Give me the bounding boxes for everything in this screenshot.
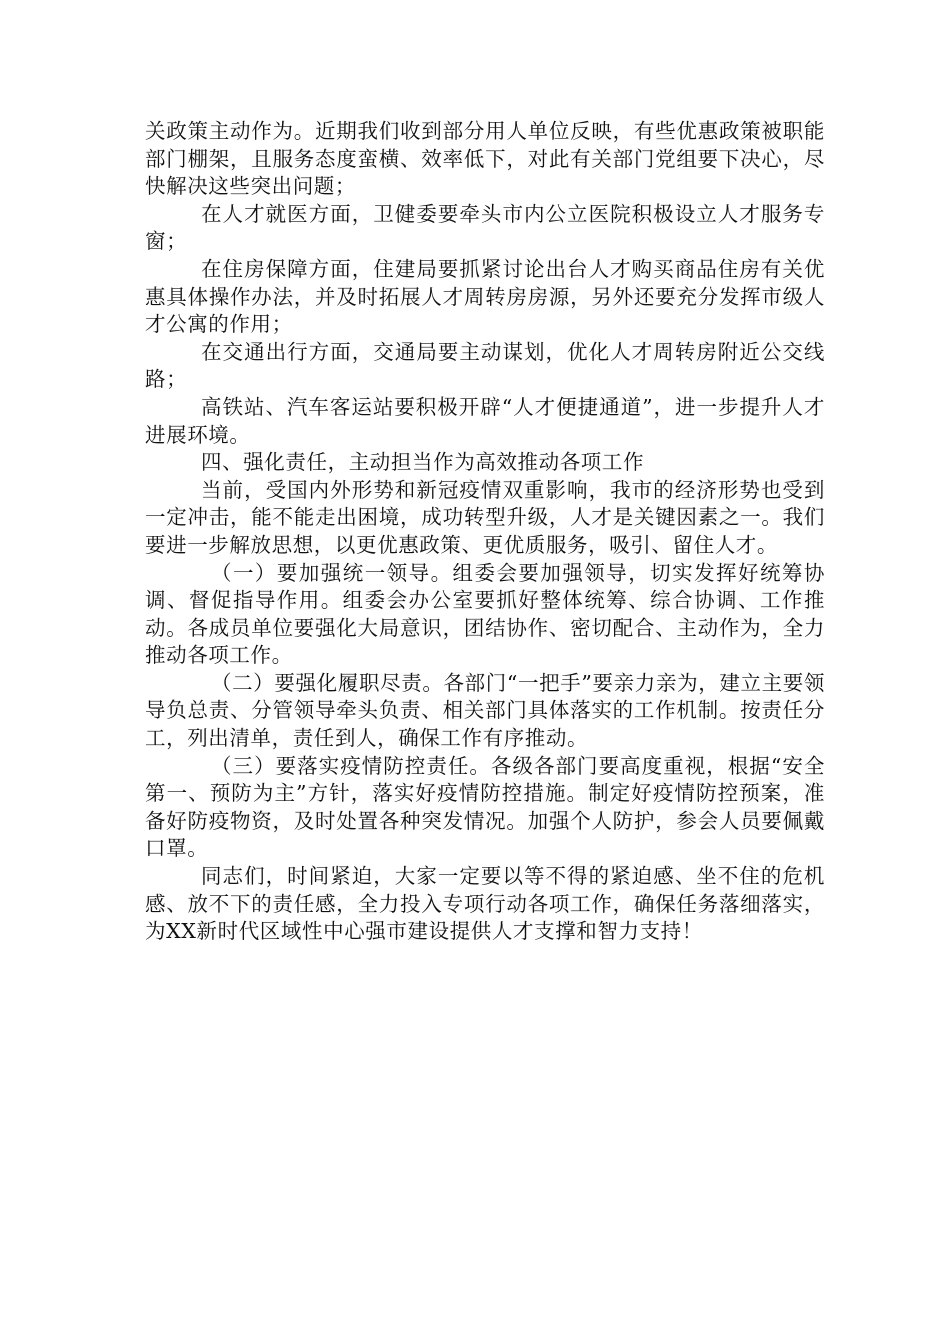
paragraph-housing: 在住房保障方面，住建局要抓紧讨论出台人才购买商品住房有关优惠具体操作办法，并及时拓展人才周转房房源，另外还要充分发挥市级人才公寓的作用； <box>145 256 825 337</box>
paragraph-item-two: （二）要强化履职尽责。各部门“一把手”要亲力亲为，建立主要领导负总责、分管领导牵头负责、相关部门具体落实的工作机制。按责任分工，列出清单，责任到人，确保工作有序推动。 <box>145 670 825 751</box>
paragraph-item-three: （三）要落实疫情防控责任。各级各部门要高度重视，根据“安全第一、预防为主”方针，落实好疫情防控措施。制定好疫情防控预案，准备好防疫物资，及时处置各种突发情况。加强个人防护，参会人员要佩戴口罩。 <box>145 753 825 861</box>
paragraph-current-situation: 当前，受国内外形势和新冠疫情双重影响，我市的经济形势也受到一定冲击，能不能走出困境，成功转型升级，人才是关键因素之一。我们要进一步解放思想，以更优惠政策、更优质服务，吸引、留住人才。 <box>145 477 825 557</box>
paragraph-medical: 在人才就医方面，卫健委要牵头市内公立医院积极设立人才服务专窗； <box>145 201 825 254</box>
document-body <box>145 118 825 946</box>
paragraph-transport: 在交通出行方面，交通局要主动谋划，优化人才周转房附近公交线路； <box>145 339 825 392</box>
section-heading-four: 四、强化责任，主动担当作为高效推动各项工作 <box>201 450 645 475</box>
paragraph-stations: 高铁站、汽车客运站要积极开辟“人才便捷通道”，进一步提升人才进展环境。 <box>145 394 825 447</box>
paragraph-item-one: （一）要加强统一领导。组委会要加强领导，切实发挥好统筹协调、督促指导作用。组委会办公室要抓好整体统筹、综合协调、工作推动。各成员单位要强化大局意识，团结协作、密切配合、主动作为，全力推动各项工作。 <box>145 560 825 668</box>
paragraph-continued-policy: 关政策主动作为。近期我们收到部分用人单位反映，有些优惠政策被职能部门棚架，且服务态度蛮横、效率低下，对此有关部门党组要下决心，尽快解决这些突出问题； <box>145 119 825 199</box>
paragraph-closing: 同志们，时间紧迫，大家一定要以等不得的紧迫感、坐不住的危机感、放不下的责任感，全力投入专项行动各项工作，确保任务落细落实，为XX新时代区域性中心强市建设提供人才支撑和智力支持！ <box>145 864 825 944</box>
